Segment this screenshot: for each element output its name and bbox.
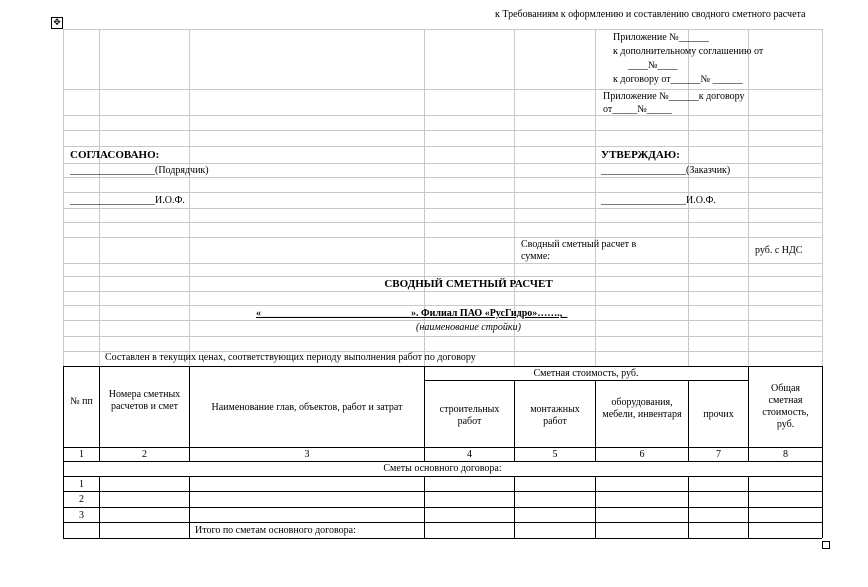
col-number-5: 5 [552,449,558,460]
requirements-reference: к Требованиям к оформлению и составлению сводного сметного расчета [495,9,806,20]
col-number-3: 3 [304,449,310,460]
col-header-installation: монтажных работ [530,404,580,427]
fio-left: _________________И.О.Ф. [70,195,185,206]
customer-signature: _________________(Заказчик) [601,165,731,176]
table-row-number: 3 [79,510,84,521]
col-header-names: Наименование глав, объектов, работ и затрат [211,402,403,413]
appendix-agreement: к дополнительному соглашению от [613,46,764,57]
col-number-7: 7 [716,449,721,460]
appendix-agreement-number: ____№____ [628,60,678,71]
fio-right: _________________И.О.Ф. [601,195,716,206]
col-header-total: Общая сметная стоимость, руб. [762,383,809,430]
appendix2-date: от_____№_____ [603,104,672,115]
approve-heading: УТВЕРЖДАЮ: [601,149,680,161]
col-number-6: 6 [639,449,645,460]
project-caption: (наименование стройки) [416,322,521,333]
total-row-label: Итого по сметам основного договора: [195,525,356,536]
col-number-8: 8 [783,449,788,460]
col-header-num: № пп [70,396,93,407]
sum-label-2: сумме: [521,251,551,262]
sum-label-1: Сводный сметный расчет в [521,239,637,250]
col-header-construction: строительных работ [439,404,500,427]
prices-note: Составлен в текущих ценах, соответствующих периоду выполнения работ по договору [105,352,476,363]
cost-header: Сметная стоимость, руб. [533,368,639,379]
col-number-4: 4 [467,449,472,460]
table-move-handle[interactable]: ✥ [51,17,63,29]
agreed-heading: СОГЛАСОВАНО: [70,149,160,161]
sum-unit: руб. с НДС [755,245,803,256]
table-row-number: 2 [79,494,84,505]
col-number-1: 1 [79,449,84,460]
col-number-2: 2 [142,449,147,460]
document-title: СВОДНЫЙ СМЕТНЫЙ РАСЧЕТ [384,278,553,290]
section-title: Сметы основного договора: [383,463,502,474]
appendix2-contract: Приложение №______к договору [603,91,745,102]
appendix-contract: к договору от______№ ______ [613,74,743,85]
col-header-estimates: Номера сметных расчетов и смет [108,389,181,412]
project-line: «______________________________». Филиал ПАО «РусГидро»…….,_ [256,308,568,319]
col-header-other: прочих [703,409,734,420]
table-resize-handle[interactable] [822,541,830,549]
table-row-number: 1 [79,479,84,490]
contractor-signature: _________________(Подрядчик) [70,165,209,176]
appendix-number: Приложение №______ [613,32,709,43]
col-header-equipment: оборудования, мебели, инвентаря [602,397,682,420]
